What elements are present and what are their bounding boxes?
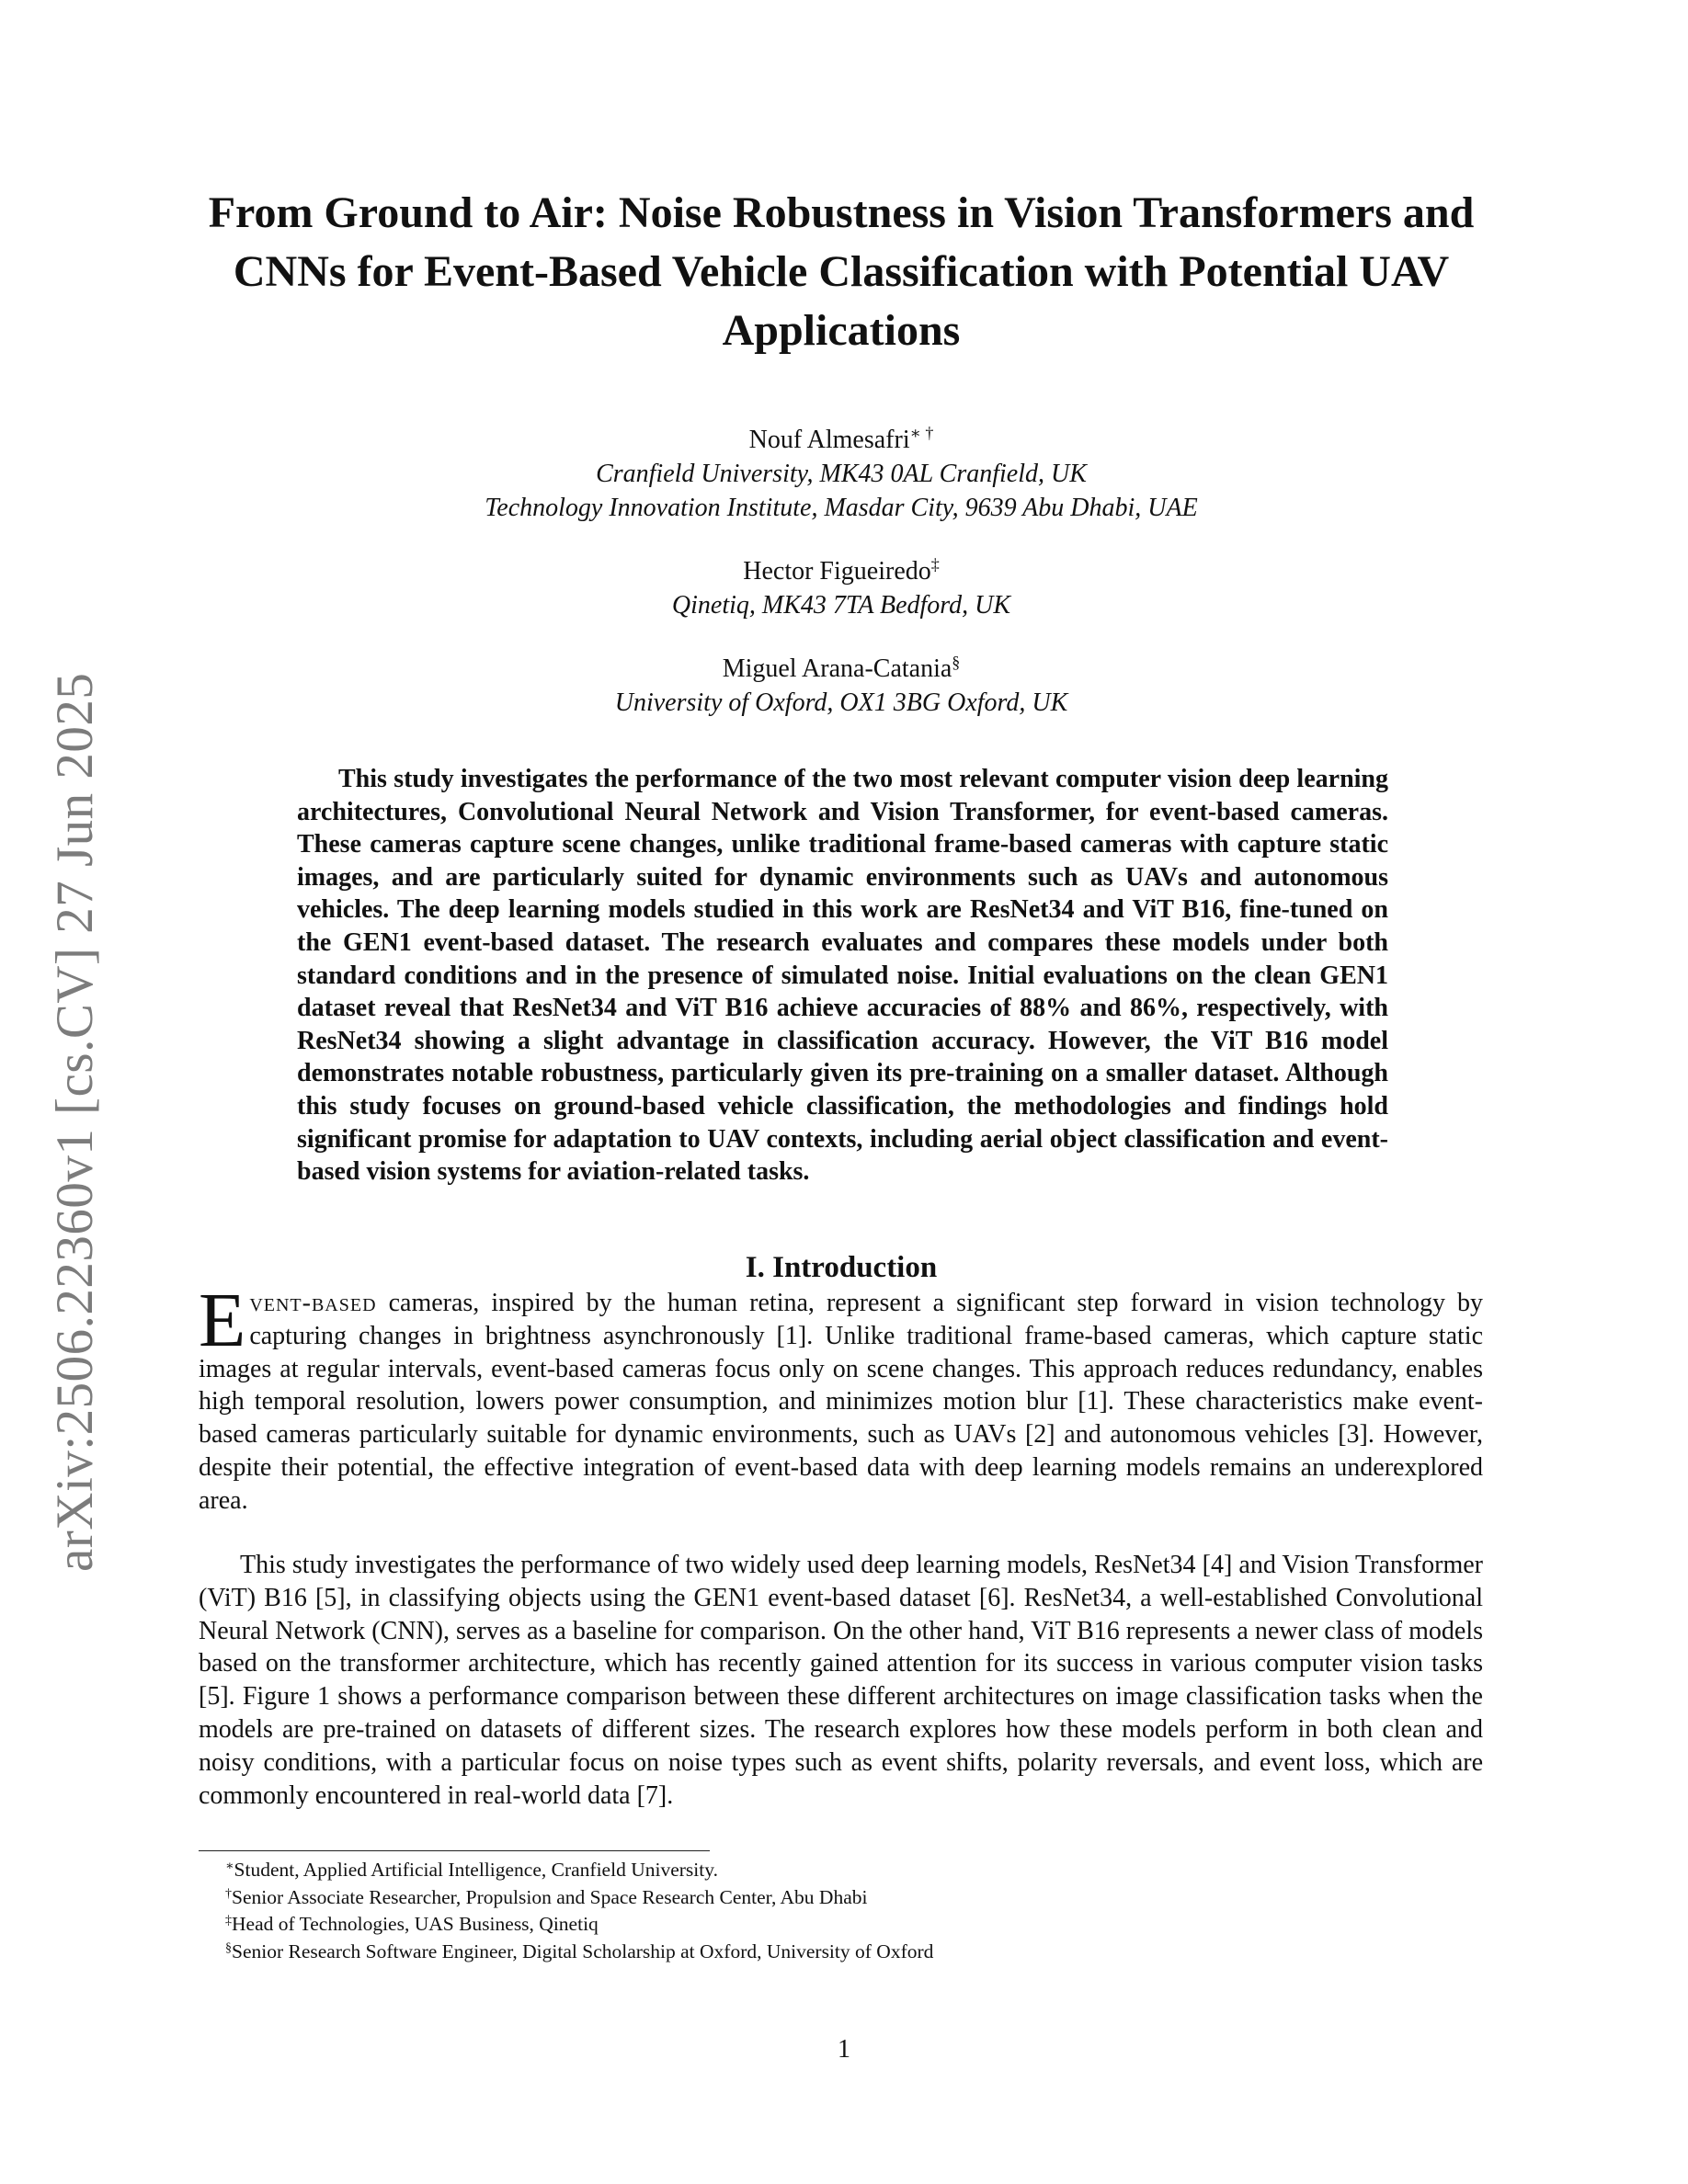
footnote xyxy=(225,1939,1420,1966)
footnote-mark: ‡ xyxy=(225,1914,232,1928)
footnote-divider xyxy=(199,1850,710,1851)
author-name: Nouf Almesafri∗ † xyxy=(748,424,934,454)
footnote-mark: § xyxy=(225,1940,232,1955)
arxiv-identifier-stamp: arXiv:2506.22360v1 [cs.CV] 27 Jun 2025 xyxy=(46,672,104,1572)
paragraph-text: cameras, inspired by the human retina, represent a significant step forward in vision technology by capturing changes in brightness asynchronously [1]. Unlike traditional frame-based cameras, which capture static images at regular intervals, event-based cameras focus only on scene changes. This approach reduces redundancy, enables high temporal resolution, lowers power consumption, and minimizes motion blur [1]. These characteristics make event-based cameras particularly suitable for dynamic environments, such as UAVs [2] and autonomous vehicles [3]. However, despite their potential, the effective integration of event-based data with deep learning models remains an underexplored area. xyxy=(199,1289,1483,1515)
author-block xyxy=(165,652,1517,720)
footnote-text: Student, Applied Artificial Intelligence, Cranfield University. xyxy=(234,1859,718,1881)
author-list xyxy=(165,423,1517,749)
author-name: Miguel Arana-Catania§ xyxy=(722,653,961,683)
author-footnote-marks: ‡ xyxy=(930,555,940,574)
footnote-text: Senior Associate Researcher, Propulsion and Space Research Center, Abu Dhabi xyxy=(232,1885,868,1908)
footnote-text: Head of Technologies, UAS Business, Qinetiq xyxy=(232,1913,599,1935)
footnotes xyxy=(225,1857,1420,1965)
author-affiliation: Qinetiq, MK43 7TA Bedford, UK xyxy=(671,591,1011,620)
footnote-mark: ∗ xyxy=(225,1860,234,1873)
abstract: This study investigates the performance of the two most relevant computer vision deep learning architectures, Convolutional Neural Network and Vision Transformer, for event-based cameras. These cameras capture scene changes, unlike traditional frame-based cameras with capture static images, and are particularly suited for dynamic environments such as UAVs and autonomous vehicles. The deep learning models studied in this work are ResNet34 and ViT B16, fine-tuned on the GEN1 event-based dataset. The research evaluates and compares these models under both standard conditions and in the presence of simulated noise. Initial evaluations on the clean GEN1 dataset reveal that ResNet34 and ViT B16 achieve accuracies of 88% and 86%, respectively, with ResNet34 showing a slight advantage in classification accuracy. However, the ViT B16 model demonstrates notable robustness, particularly given its pre-training on a smaller dataset. Although this study focuses on ground-based vehicle classification, the methodologies and findings hold significant promise for adaptation to UAV contexts, including aerial object classification and event-based vision systems for aviation-related tasks. xyxy=(297,765,1388,1187)
page-number: 1 xyxy=(838,2035,850,2064)
author-affiliation: Technology Innovation Institute, Masdar City, 9639 Abu Dhabi, UAE xyxy=(485,494,1198,522)
intro-paragraph-1 xyxy=(199,1278,1483,1518)
footnote xyxy=(225,1857,1420,1884)
paper-title: From Ground to Air: Noise Robustness in Vision Transformers and CNNs for Event-Based Vehicle Classification with Potential UAV Applications xyxy=(208,188,1475,355)
author-footnote-marks: ∗ † xyxy=(909,424,934,442)
drop-cap: E xyxy=(199,1278,246,1363)
section-heading-introduction: I. Introduction xyxy=(745,1251,938,1284)
author-affiliation: University of Oxford, OX1 3BG Oxford, UK xyxy=(614,688,1068,717)
footnote xyxy=(225,1884,1420,1912)
footnote xyxy=(225,1911,1420,1939)
author-block xyxy=(165,423,1517,525)
footnote-mark: † xyxy=(225,1886,232,1901)
author-footnote-marks: § xyxy=(952,653,961,671)
footnote-text: Senior Research Software Engineer, Digital Scholarship at Oxford, University of Oxford xyxy=(232,1939,934,1962)
author-block xyxy=(165,554,1517,622)
author-name: Hector Figueiredo‡ xyxy=(743,555,940,586)
author-affiliation: Cranfield University, MK43 0AL Cranfield, UK xyxy=(596,460,1087,488)
intro-paragraph-2: This study investigates the performance of two widely used deep learning models, ResNet34 [4] and Vision Transformer (ViT) B16 [5], in classifying objects using the GEN1 event-based dataset [6]. ResNet34, a well-established Convolutional Neural Network (CNN), serves as a baseline for comparison. On the other hand, ViT B16 represents a newer class of models based on the transformer architecture, which has recently gained attention for its success in various computer vision tasks [5]. Figure 1 shows a performance comparison between these different architectures on image classification tasks when the models are pre-trained on datasets of different sizes. The research explores how these models perform in both clean and noisy conditions, with a particular focus on noise types such as event shifts, polarity reversals, and event loss, which are commonly encountered in real-world data [7]. xyxy=(199,1551,1483,1810)
lead-in-smallcaps: vent-based xyxy=(249,1289,377,1317)
